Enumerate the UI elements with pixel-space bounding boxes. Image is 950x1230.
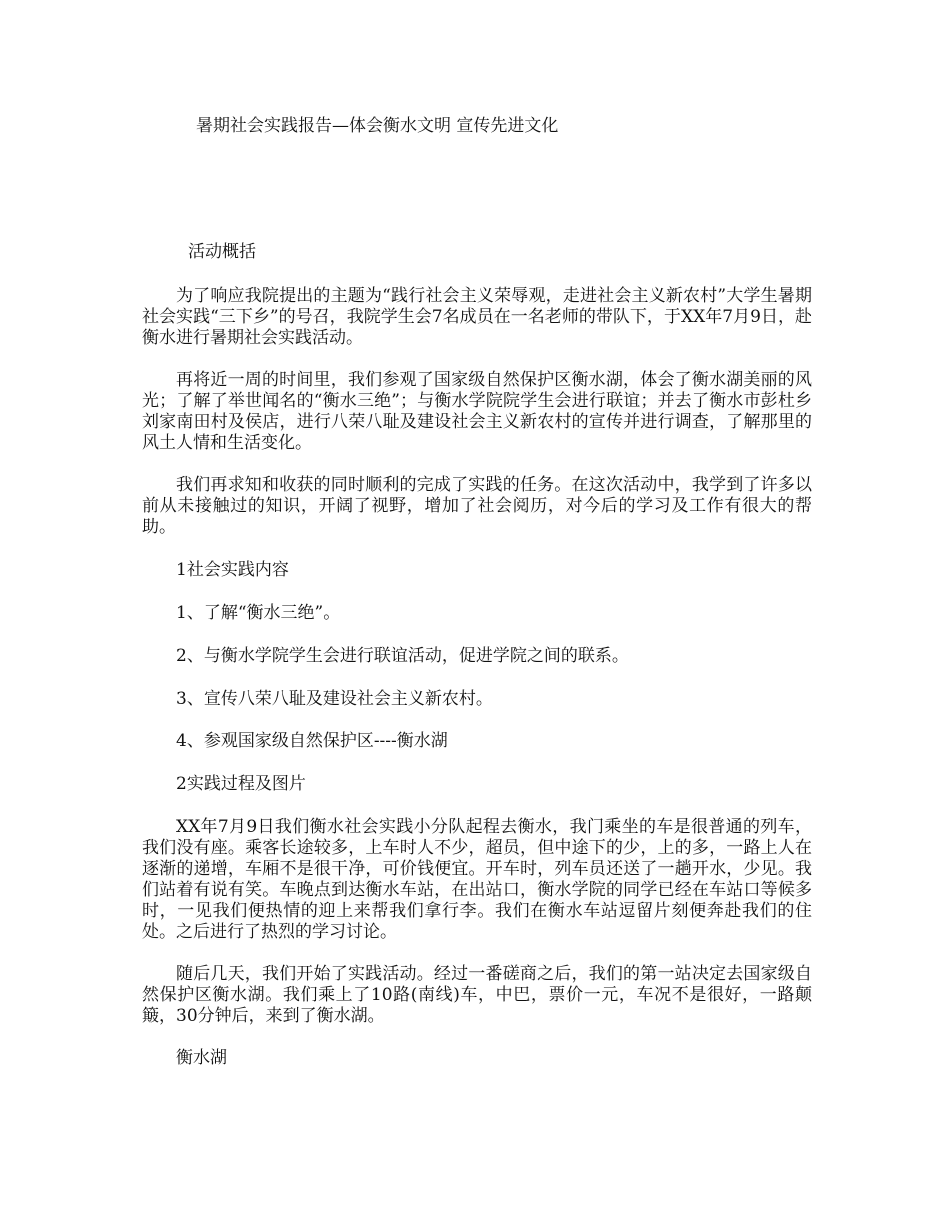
document-title: 暑期社会实践报告—体会衡水文明 宣传先进文化 [196,116,559,136]
section-heading-content: 1社会实践内容 [176,560,289,580]
paragraph-week-summary: 再将近一周的时间里，我们参观了国家级自然保护区衡水湖，体会了衡水湖美丽的风光；了解了举世闻名的“衡水三绝”；与衡水学院院学生会进行联谊；并去了衡水市彭杜乡刘家南田村及侯店，进行八荣八耻及建设社会主义新农村的宣传并进行调查，了解那里的风土人情和生活变化。 [142,370,812,453]
list-item-4: 4、参观国家级自然保护区----衡水湖 [176,731,448,751]
list-item-2: 2、与衡水学院学生会进行联谊活动，促进学院之间的联系。 [176,646,629,666]
paragraph-intro: 为了响应我院提出的主题为“践行社会主义荣辱观，走进社会主义新农村”大学生暑期社会实践“三下乡”的号召，我院学生会7名成员在一名老师的带队下，于XX年7月9日，赴衡水进行暑期社会实践活动。 [142,286,812,348]
paragraph-first-stop: 随后几天，我们开始了实践活动。经过一番磋商之后，我们的第一站决定去国家级自然保护区衡水湖。我们乘上了10路(南线)车，中巴，票价一元，车况不是很好，一路颠簸，30分钟后，来到了衡水湖。 [142,964,812,1026]
subheading-hengshui-lake: 衡水湖 [176,1048,227,1068]
list-item-1: 1、了解“衡水三绝”。 [176,603,341,623]
overview-heading: 活动概括 [188,242,256,262]
list-item-3: 3、宣传八荣八耻及建设社会主义新农村。 [176,689,493,709]
paragraph-journey: XX年7月9日我们衡水社会实践小分队起程去衡水，我门乘坐的车是很普通的列车，我们没有座。乘客长途较多，上车时人不少，超员，但中途下的少，上的多，一路上人在逐渐的递增，车厢不是很干净，可价钱便宜。开车时，列车员还送了一趟开水，少见。我们站着有说有笑。车晚点到达衡水车站，在出站口，衡水学院的同学已经在车站口等候多时，一见我们便热情的迎上来帮我们拿行李。我们在衡水车站逗留片刻便奔赴我们的住处。之后进行了热烈的学习讨论。 [142,817,812,942]
section-heading-process: 2实践过程及图片 [176,774,306,794]
paragraph-gains: 我们再求知和收获的同时顺利的完成了实践的任务。在这次活动中，我学到了许多以前从未接触过的知识，开阔了视野，增加了社会阅历，对今后的学习及工作有很大的帮助。 [142,475,812,537]
